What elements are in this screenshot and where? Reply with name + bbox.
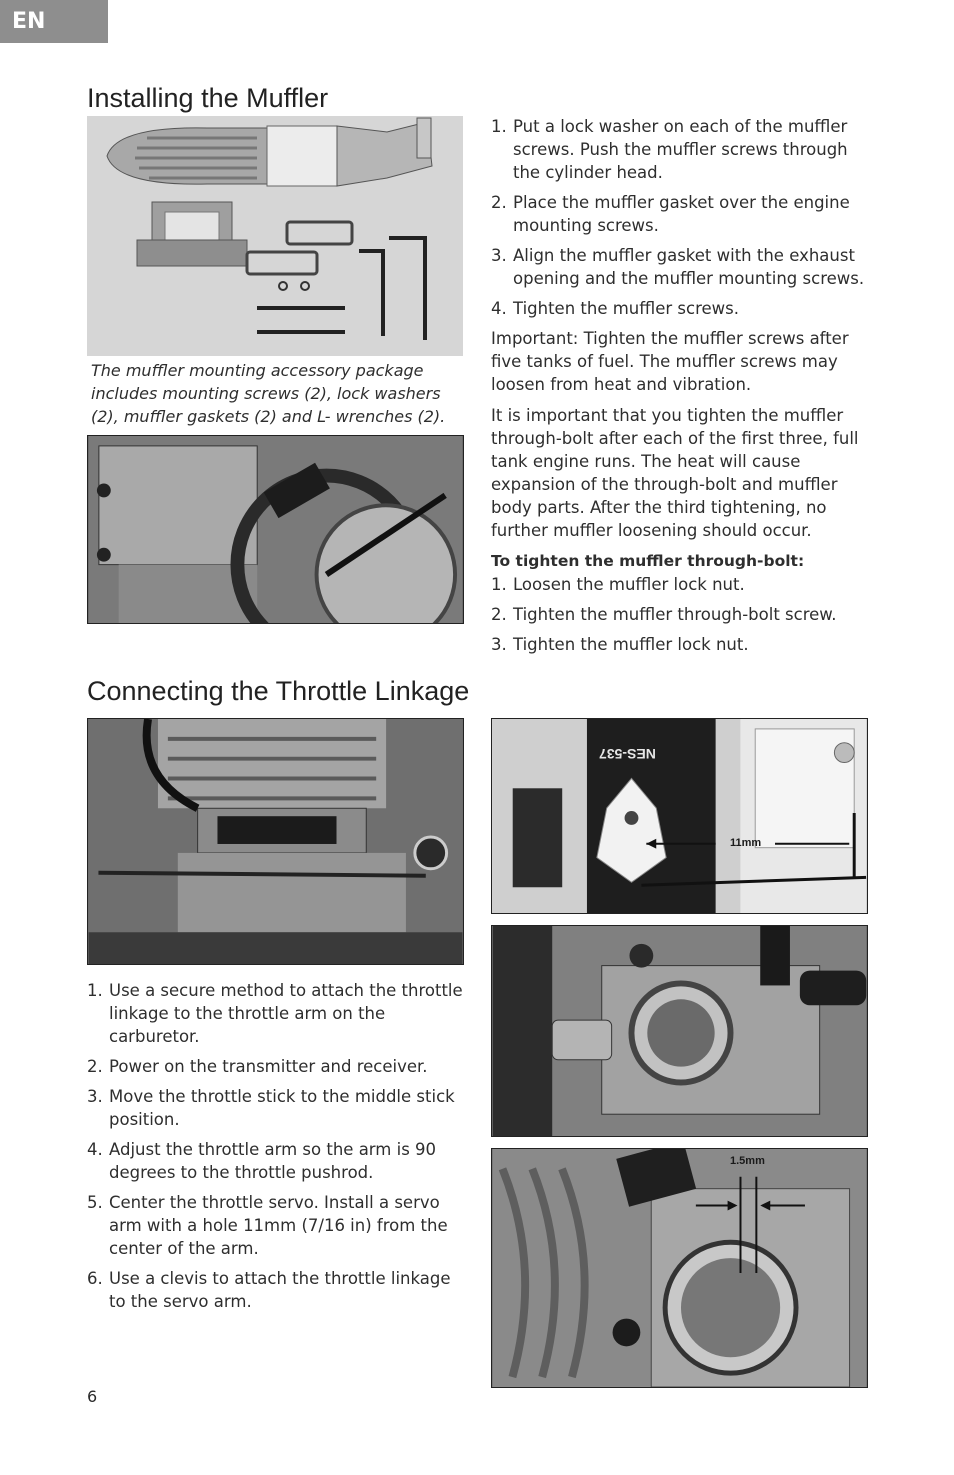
throttle-instructions [87, 979, 464, 1320]
carburetor-measurement-label: 1.5mm [730, 1155, 765, 1167]
servo-arm-measurement-label: 11mm [730, 837, 762, 849]
list-item: 3. Move the throttle stick to the middle stick position. [87, 1087, 455, 1129]
muffler-install-illustration [88, 436, 463, 623]
list-item: 4. Tighten the muffler screws. [491, 299, 739, 318]
list-item: 3. Align the muffler gasket with the exhaust opening and the muffler mounting screws. [491, 246, 865, 288]
list-item: 2. Tighten the muffler through-bolt screw. [491, 605, 837, 624]
language-tab: EN [0, 0, 108, 43]
important-note: Important: Tighten the muffler screws after five tanks of fuel. The muffler screws may loosen from heat and vibration. [491, 329, 849, 394]
servo-model-label: NES-537 [599, 746, 656, 762]
list-item: 1. Use a secure method to attach the throttle linkage to the throttle arm on the carburetor. [87, 981, 463, 1046]
muffler-section-title: Installing the Muffler [87, 83, 329, 113]
page-number: 6 [87, 1387, 98, 1406]
muffler-instructions [491, 115, 866, 663]
list-item: 2. Power on the transmitter and receiver. [87, 1057, 428, 1076]
through-bolt-step-list [491, 573, 866, 656]
through-bolt-paragraph: It is important that you tighten the muffler through-bolt after each of the first three, full tank engine runs. The heat will cause expansion of the through-bolt and muffler body parts. After the third tightening, no further muffler loosening should occur. [491, 406, 859, 540]
carburetor-illustration [492, 926, 867, 1136]
carburetor-opening-illustration [492, 1149, 867, 1387]
muffler-parts-photo [87, 116, 463, 356]
servo-arm-photo [491, 718, 868, 914]
list-item: 3. Tighten the muffler lock nut. [491, 635, 749, 654]
muffler-install-photo [87, 435, 464, 624]
muffler-parts-illustration [87, 116, 463, 356]
carburetor-photo [491, 925, 868, 1137]
list-item: 2. Place the muffler gasket over the engine mounting screws. [491, 193, 850, 235]
muffler-step-list [491, 115, 866, 320]
muffler-photo-caption: The muffler mounting accessory package includes mounting screws (2), lock washers (2), muffler gaskets (2) and L- wrenches (2). [91, 361, 446, 426]
list-item: 5. Center the throttle servo. Install a servo arm with a hole 11mm (7/16 in) from the center of the arm. [87, 1193, 448, 1258]
throttle-step-list [87, 979, 464, 1313]
list-item: 6. Use a clevis to attach the throttle linkage to the servo arm. [87, 1269, 451, 1311]
list-item: 1. Loosen the muffler lock nut. [491, 575, 745, 594]
throttle-linkage-photo [87, 718, 464, 965]
throttle-section-title: Connecting the Throttle Linkage [87, 676, 470, 706]
servo-arm-illustration [492, 719, 867, 913]
throttle-linkage-illustration [88, 719, 463, 964]
carburetor-opening-photo [491, 1148, 868, 1388]
list-item: 1. Put a lock washer on each of the muffler screws. Push the muffler screws through the cylinder head. [491, 117, 848, 182]
list-item: 4. Adjust the throttle arm so the arm is 90 degrees to the throttle pushrod. [87, 1140, 437, 1182]
through-bolt-subhead: To tighten the muffler through-bolt: [491, 552, 805, 570]
